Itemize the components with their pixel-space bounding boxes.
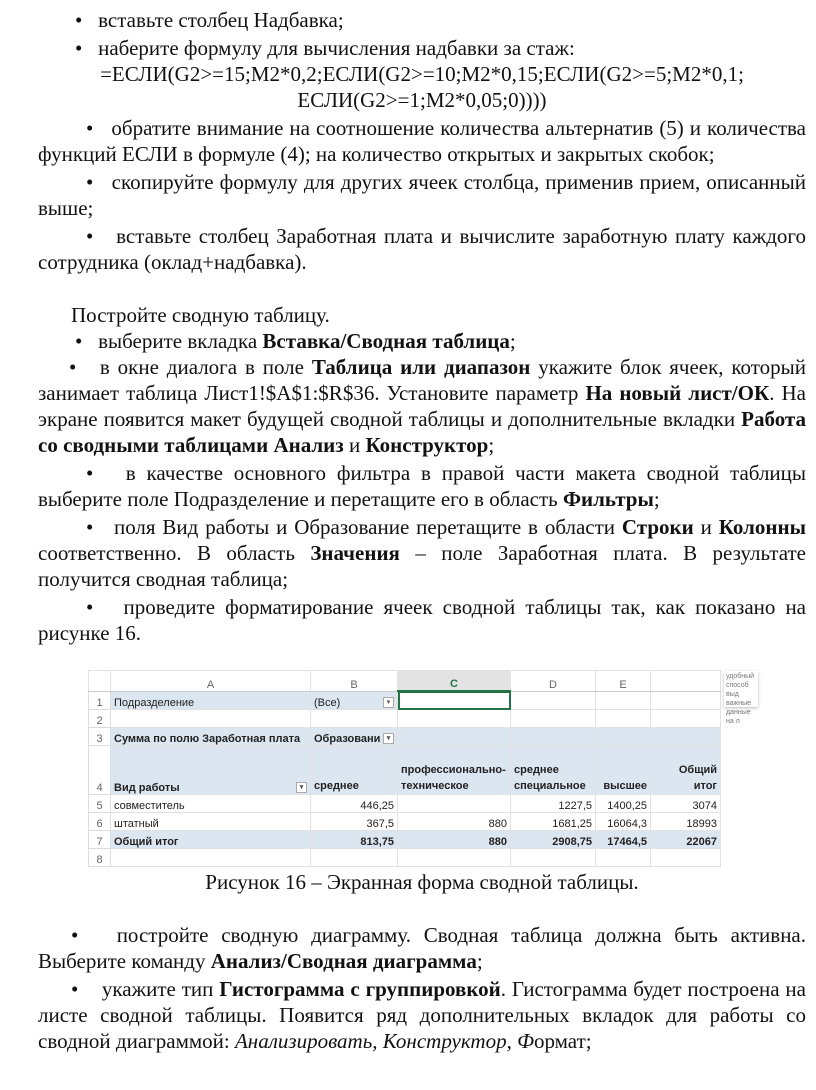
formula-line-2: ЕСЛИ(G2>=1;M2*0,05;0)))) <box>297 88 547 112</box>
row-header[interactable]: 5 <box>89 795 111 813</box>
value-cell[interactable]: 880 <box>398 831 511 849</box>
bullet-rows-columns: • поля Вид работы и Образование перетащите в области Строки и Колонны соответственно. В область Значения – поле Заработная плата. В результате получится сводная таблица; <box>38 515 806 591</box>
cell[interactable] <box>596 728 651 746</box>
cell[interactable] <box>511 728 596 746</box>
values-field-label[interactable]: Сумма по полю Заработная плата <box>111 728 311 746</box>
cell[interactable] <box>398 728 511 746</box>
column-field-label[interactable]: Образовани ▾ <box>311 728 398 746</box>
column-header-a[interactable]: A <box>111 671 311 692</box>
column-header-cell[interactable]: среднее специальное <box>511 746 596 795</box>
value-cell[interactable]: 880 <box>398 813 511 831</box>
table-row <box>89 795 721 813</box>
row-header[interactable]: 8 <box>89 849 111 867</box>
value-cell[interactable]: 16064,3 <box>596 813 651 831</box>
bullet-pivot-chart: • постройте сводную диаграмму. Сводная таблица должна быть активна. Выберите команду Анализ/Сводная диаграмма; <box>38 923 807 973</box>
row-field-label[interactable]: Вид работы ▾ <box>111 746 311 795</box>
value-cell[interactable]: 3074 <box>651 795 721 813</box>
value-cell[interactable]: 2908,75 <box>511 831 596 849</box>
value-cell[interactable]: 1227,5 <box>511 795 596 813</box>
column-header-cell[interactable]: среднее <box>311 746 398 795</box>
bullet-enter-formula: • наберите формулу для вычисления надбавки за стаж: <box>75 36 575 60</box>
column-header-c[interactable]: C <box>398 671 511 692</box>
spreadsheet-grid <box>88 670 721 867</box>
column-header-cell[interactable]: высшее <box>596 746 651 795</box>
column-header-f[interactable] <box>651 671 721 692</box>
row-label-cell[interactable]: Общий итог <box>111 831 311 849</box>
bullet-copy-formula: • скопируйте формулу для других ячеек столбца, применив прием, описанный выше; <box>38 170 806 220</box>
bullet-formatting: • проведите форматирование ячеек сводной таблицы так, как показано на рисунке 16. <box>38 595 806 645</box>
cell[interactable] <box>398 710 511 728</box>
row-header[interactable]: 6 <box>89 813 111 831</box>
formula-line-1: =ЕСЛИ(G2>=15;M2*0,2;ЕСЛИ(G2>=10;M2*0,15;ЕСЛИ(G2>=5;M2*0,1; <box>100 62 744 86</box>
bullet-filter: • в качестве основного фильтра в правой части макета сводной таблицы выберите поле Подразделение и перетащите его в область Фильтры; <box>38 461 807 511</box>
column-field-dropdown-icon[interactable]: ▾ <box>383 733 394 744</box>
row-label-cell[interactable]: штатный <box>111 813 311 831</box>
filter-dropdown-icon[interactable]: ▾ <box>383 697 394 708</box>
column-header-e[interactable]: E <box>596 671 651 692</box>
bullet-insert-bonus: • вставьте столбец Надбавка; <box>75 8 344 32</box>
cell[interactable] <box>111 710 311 728</box>
column-header-b[interactable]: B <box>311 671 398 692</box>
cell[interactable] <box>511 849 596 867</box>
value-cell[interactable]: 17464,5 <box>596 831 651 849</box>
pivot-heading: Постройте сводную таблицу. <box>71 303 330 327</box>
row-8 <box>89 849 721 867</box>
cell[interactable] <box>111 849 311 867</box>
row-header[interactable]: 2 <box>89 710 111 728</box>
cell[interactable] <box>651 728 721 746</box>
value-cell[interactable]: 813,75 <box>311 831 398 849</box>
table-row <box>89 813 721 831</box>
row-header[interactable]: 3 <box>89 728 111 746</box>
value-cell[interactable]: 367,5 <box>311 813 398 831</box>
value-cell[interactable]: 22067 <box>651 831 721 849</box>
row-3 <box>89 728 721 746</box>
cell[interactable] <box>651 849 721 867</box>
column-header-d[interactable]: D <box>511 671 596 692</box>
cell[interactable] <box>311 849 398 867</box>
bullet-dialog-range: • в окне диалога в поле Таблица или диапазон укажите блок ячеек, который занимает таблица Лист1!$A$1:$R$36. Установите параметр На новый лист/ОК. На экране появится макет будущей сводной таблицы и дополнительные вкладки Работа со сводными таблицами Анализ и Конструктор; <box>38 355 807 457</box>
row-label-cell[interactable]: совместитель <box>111 795 311 813</box>
pivot-table-figure <box>88 670 758 867</box>
row-header[interactable]: 4 <box>89 746 111 795</box>
cell[interactable] <box>311 710 398 728</box>
tooltip-note: удобный способ выд важные данные на л <box>724 671 758 707</box>
select-all-corner[interactable] <box>89 671 111 692</box>
row-header[interactable]: 7 <box>89 831 111 849</box>
selected-cell-c1[interactable] <box>398 691 511 710</box>
row-4 <box>89 746 721 795</box>
filter-label-cell[interactable]: Подразделение <box>111 691 311 710</box>
row-2 <box>89 710 721 728</box>
grand-total-row <box>89 831 721 849</box>
cell[interactable] <box>596 849 651 867</box>
filter-value-cell[interactable]: (Все) ▾ <box>311 691 398 710</box>
cell[interactable] <box>511 710 596 728</box>
bullet-insert-tab: • выберите вкладка Вставка/Сводная таблица; <box>75 329 516 353</box>
cell[interactable] <box>511 691 596 710</box>
cell[interactable] <box>596 710 651 728</box>
cell[interactable] <box>596 691 651 710</box>
value-cell[interactable]: 18993 <box>651 813 721 831</box>
row-field-dropdown-icon[interactable]: ▾ <box>296 782 307 793</box>
bullet-note-alternatives: • обратите внимание на соотношение количества альтернатив (5) и количества функций ЕСЛИ в формуле (4); на количество открытых и закрытых скобок; <box>38 116 806 166</box>
cell[interactable] <box>651 710 721 728</box>
column-header-cell[interactable]: профессионально- техническое <box>398 746 511 795</box>
row-1 <box>89 691 721 710</box>
figure-caption: Рисунок 16 – Экранная форма сводной таблицы. <box>205 870 639 894</box>
cell[interactable] <box>651 691 721 710</box>
value-cell[interactable] <box>398 795 511 813</box>
value-cell[interactable]: 446,25 <box>311 795 398 813</box>
bullet-chart-type: • укажите тип Гистограмма с группировкой. Гистограмма будет построена на листе сводной таблицы. Появится ряд дополнительных вкладок для работы со сводной диаграммой: Анализировать, Конструктор, Формат; <box>38 977 806 1053</box>
value-cell[interactable]: 1681,25 <box>511 813 596 831</box>
column-header-row <box>89 671 721 692</box>
cell[interactable] <box>398 849 511 867</box>
row-header[interactable]: 1 <box>89 691 111 710</box>
value-cell[interactable]: 1400,25 <box>596 795 651 813</box>
bullet-salary-column: • вставьте столбец Заработная плата и вычислите заработную плату каждого сотрудника (оклад+надбавка). <box>38 224 806 274</box>
column-header-cell[interactable]: Общий итог <box>651 746 721 795</box>
